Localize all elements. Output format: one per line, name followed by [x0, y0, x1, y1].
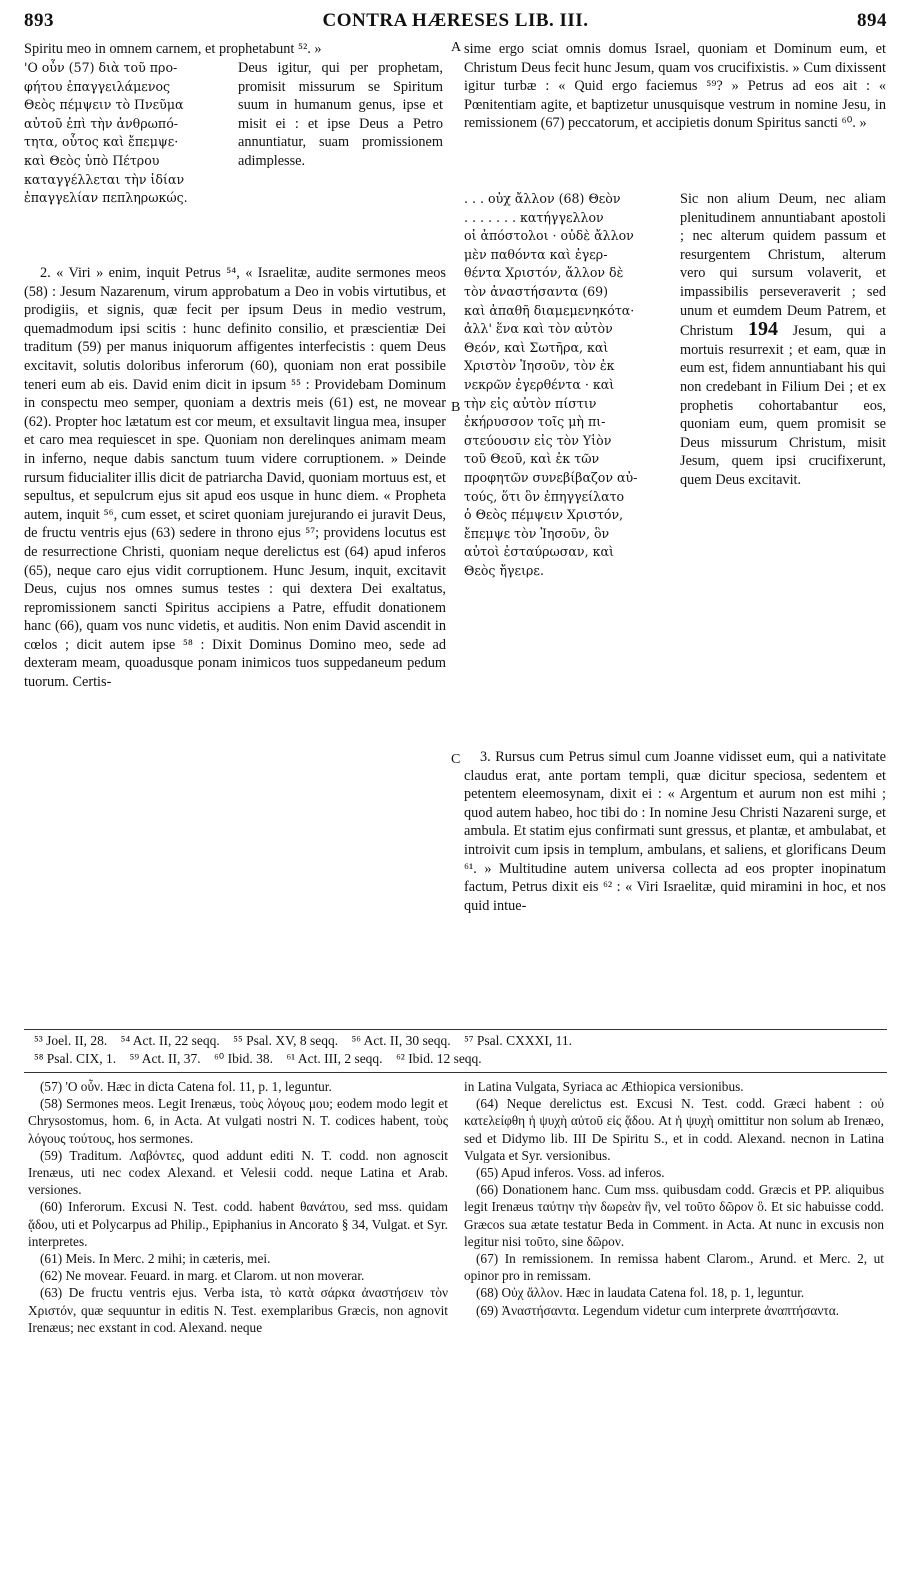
- greek-line: ἔπεμψε τὸν Ἰησοῦν, ὃν: [464, 525, 610, 541]
- greek-line: τὴν εἰς αὐτὸν πίστιν: [464, 395, 597, 411]
- note: (63) De fructu ventris ejus. Verba ista, τὸ κατὰ σάρκα ἀναστήσειν τὸν Χριστόν, quæ sequuntur in editis N. Test. exemplaribus Græcis, non agnovit Irenæus; nec exstant in cod. Alexand. neque: [28, 1285, 448, 1335]
- page-header: [24, 10, 887, 36]
- right-greek-block: [464, 190, 674, 580]
- greek-line: θέντα Χριστόν, ἄλλον δὲ: [464, 265, 624, 281]
- greek-line: Χριστὸν Ἰησοῦν, τὸν ἐκ: [464, 358, 615, 374]
- greek-line: . . . οὐχ ἄλλον (68) Θεὸν: [464, 191, 621, 206]
- greek-line: φήτου ἐπαγγειλάμενος: [24, 78, 171, 94]
- note: (67) In remissionem. In remissa habent Clarom., Arund. et Merc. 2, ut opinor pro in remissam.: [464, 1251, 884, 1284]
- greek-line: τητα, οὗτος καὶ ἔπεμψε·: [24, 134, 179, 150]
- note: (64) Neque derelictus est. Excusi N. Test. codd. Græci habent : οὐ κατελείφθη ἡ ψυχὴ αὐτοῦ εἰς ᾅδου. At ἡ ψυχὴ omittitur non solum ab Irenæo, sed et Didymo lib. III De Spiritu S., et in codd. Alexand. necnon in Latina Vulgata et Syr. versionibus.: [464, 1096, 884, 1163]
- left-top-line: Spiritu meo in omnem carnem, et prophetabunt ⁵². »: [24, 41, 322, 57]
- note: (57) 'Ο οὖν. Hæc in dicta Catena fol. 11, p. 1, leguntur.: [40, 1079, 332, 1094]
- ref: ⁵⁴ Act. II, 22 seqq.: [120, 1033, 220, 1048]
- footnote-rule: [24, 1029, 887, 1030]
- note: (68) Οὐχ ἄλλον. Hæc in laudata Catena fol. 18, p. 1, leguntur.: [476, 1285, 805, 1301]
- greek-line: αὐτοῦ ἐπὶ τὴν ἀνθρωπό-: [24, 115, 179, 131]
- greek-line: ἀλλ' ἕνα καὶ τὸν αὐτὸν: [464, 321, 613, 337]
- greek-line: 'Ο οὖν (57) διὰ τοῦ προ-: [24, 60, 178, 75]
- greek-line: ἐπαγγελίαν πεπληρωκώς.: [24, 190, 188, 206]
- right-main-text: 3. Rursus cum Petrus simul cum Joanne vidisset eum, qui a nativitate claudus erat, ante portam templi, quæ dicitur speciosa, sedentem et petentem eleemosynam, dixit ei : « Argentum et aurum non est mihi ; quod autem habeo, hoc tibi do : In nomine Jesu Christi Nazareni surge, et ambula. Et statim ejus confirmati sunt gressus, et plantæ, et ambulabat, et introivit cum ipsis in templum, ambulans, et saliens, et glorificans Deum ⁶¹. » Multitudine autem universa collecta ad eos propter inopinatum factum, Petrus dixit eis ⁶² : « Viri Israelitæ, quid miramini in hoc, et nos quid intue-: [464, 749, 886, 914]
- left-greek-block: [24, 59, 229, 208]
- page-number-left: 893: [24, 10, 54, 31]
- greek-line: ὁ Θεὸς πέμψειν Χριστόν,: [464, 507, 624, 523]
- greek-line: Θεόν, καὶ Σωτῆρα, καὶ: [464, 339, 609, 355]
- ref: ⁵³ Joel. II, 28.: [34, 1033, 108, 1048]
- left-main-text: 2. « Viri » enim, inquit Petrus ⁵⁴, « Israelitæ, audite sermones meos (58) : Jesum Nazarenum, virum approbatum a Deo in vobis virtutibus, et prodigiis, et signis, quæ fecit per ipsum Deus in medio vestrum, quemadmodum ipsi scitis : hunc definito consilio, et præscientiæ Dei traditum (59) per manus iniquorum affigentes interfecistis : quem Deus excitavit, solutis doloribus inferorum (60), quoniam non erat possibile teneri eum ab eis. David enim dicit in ipsum ⁵⁵ : Providebam Dominum in conspectu meo semper, quoniam a dextris meis (61) est, ne movear (62). Propter hoc lætatum est cor meum, et exsultavit lingua mea, insuper et caro mea requiescet in spe. Quoniam non derelinques animam meam in inferno, neque dabis sanctum tuum videre corruptionem. » Deinde rursum fiducialiter illis dicit de patriarcha David, quoniam mortuus est, et sepultus, et sepulcrum ejus sit apud eos usque in hunc diem. « Propheta autem, inquit ⁵⁶, cum esset, et sciret quoniam jurejurando ei juravit Deus, de fructu ventris ejus (63) sedere in throno ejus ⁵⁷; providens locutus est de resurrectione Christi, quoniam neque derelictus est (64) apud inferos (65), neque caro ejus vidit corruptionem. Hunc Jesum, inquit, excitavit Deus, cujus nos omnes sumus testes : qui dextera Dei exaltatus, repromissionem sancti Spiritus accipiens a Patre, effudit donationem hanc (66), quam vos nunc videtis, et auditis. Non enim David ascendit in cœlos ; dicit autem ipse ⁵⁸ : Dixit Dominus Domino meo, sede ad dexteram meam, quoadusque ponam inimicos tuos suppedaneum pedum tuorum. Certis-: [24, 265, 446, 691]
- right-top-text: sime ergo sciat omnis domus Israel, quoniam et Dominum eum, et Christum Deus fecit hunc Jesum, quam vos crucifixistis. » Cum dixissent igitur turbæ : « Quid ergo faciemus ⁵⁹? » Petrus ad eos ait : « Pœnitentiam agite, et baptizetur unusquisque vestrum in nomine Jesu, in remissionem (67) peccatorum, et accipietis donum Spiritus sancti ⁶⁰. »: [464, 41, 886, 132]
- note: (66) Donationem hanc. Cum mss. quibusdam codd. Græcis et PP. aliquibus legit Irenæus ταύτην τὴν δωρεὰν ἣν, vel τοῦτο δῶρον ὃ. Et sic habuisse codd. Græcos sua ætate testatur Beda in Comment. in Acta. At nunc in excusis non legitur nisi τοῦτο, sine δῶρον.: [464, 1182, 884, 1249]
- ref: ⁵⁸ Psal. CIX, 1.: [34, 1051, 117, 1066]
- notes-left: [28, 1078, 448, 1336]
- greek-line: . . . . . . . κατήγγελλον: [464, 209, 604, 225]
- greek-line: ἐκήρυσσον τοῖς μὴ πι-: [464, 414, 606, 430]
- marker-a: A: [451, 40, 462, 55]
- greek-line: Θεὸς πέμψειν τὸ Πνεῦμα: [24, 97, 184, 113]
- marker-b: B: [451, 400, 461, 415]
- ref: ⁵⁵ Psal. XV, 8 seqq.: [233, 1033, 339, 1048]
- ref: ⁵⁹ Act. II, 37.: [129, 1051, 201, 1066]
- scripture-references: [34, 1032, 883, 1068]
- greek-line: Θεὸς ἤγειρε.: [464, 562, 544, 578]
- ref: ⁵⁷ Psal. CXXXI, 11.: [464, 1033, 573, 1048]
- note: (58) Sermones meos. Legit Irenæus, τοὺς λόγους μου; eodem modo legit et Chrysostomus, hom. 6, in Acta. At vulgati nostri N. T. codices habent, τοὺς λόγους τούτους, hos sermones.: [28, 1096, 448, 1146]
- greek-line: νεκρῶν ἐγερθέντα · καὶ: [464, 376, 615, 392]
- note: (65) Apud inferos. Voss. ad inferos.: [476, 1165, 665, 1181]
- greek-line: καὶ ἀπαθῆ διαμεμενηκότα·: [464, 302, 635, 318]
- ref: ⁶² Ibid. 12 seqq.: [396, 1051, 482, 1066]
- greek-line: μὲν παθόντα καὶ ἐγερ-: [464, 246, 608, 262]
- ref: ⁶¹ Act. III, 2 seqq.: [286, 1051, 383, 1066]
- page-number-right: 894: [857, 10, 887, 31]
- latin-side-part-b: Jesum, qui a mortuis resurrexit ; et eam, quæ in eum est, fidem annuntiabant his qui non credebant in Filium Dei ; et ex prophetis cohortabantur eos, quoniam eum, quem promisit se Deus missurum Christum, misit Jesum, quem ipsi crucifixerunt, quem Deus excitavit.: [680, 323, 886, 488]
- greek-line: καταγγέλλεται τὴν ἰδίαν: [24, 171, 185, 187]
- ref: ⁶⁰ Ibid. 38.: [214, 1051, 273, 1066]
- edition-page-number: 194: [747, 318, 778, 341]
- note: (69) Ἀναστήσαντα. Legendum videtur cum interprete ἀναπτήσαντα.: [476, 1302, 840, 1318]
- note: (59) Traditum. Λαβόντες, quod addunt editi N. T. codd. non agnoscit Irenæus, uti nec codex Alexand. et Velesii codd. neque Latina et Arab. versiones.: [28, 1147, 448, 1198]
- greek-line: τοῦ Θεοῦ, καὶ ἐκ τῶν: [464, 451, 600, 467]
- greek-line: τὸν ἀναστήσαντα (69): [464, 283, 609, 299]
- greek-line: αὐτοὶ ἐσταύρωσαν, καὶ: [464, 544, 614, 560]
- note: (60) Inferorum. Excusi N. Test. codd. habent θανάτου, sed mss. quidam ᾅδου, uti et Polycarpus ad Philip., Epiphanius in Ancorato § 34, Vulgat. et Syr. interpretes.: [28, 1199, 448, 1249]
- greek-line: τούς, ὅτι ὃν ἐπηγγείλατο: [464, 488, 625, 504]
- running-title: CONTRA HÆRESES LIB. III.: [322, 10, 589, 31]
- left-latin-side: Deus igitur, qui per prophetam, promisit missurum se Spiritum suum in humanum genus, ipse et misit ei : et ipse Deus a Petro annuntiatur, suam promissionem adimplesse.: [238, 60, 443, 169]
- notes-right: [464, 1078, 884, 1319]
- ref: ⁵⁶ Act. II, 30 seqq.: [351, 1033, 451, 1048]
- notes-rule: [24, 1072, 887, 1073]
- right-latin-side: [680, 190, 886, 490]
- marker-c: C: [451, 752, 461, 767]
- note: in Latina Vulgata, Syriaca ac Æthiopica versionibus.: [464, 1079, 744, 1094]
- greek-line: οἱ ἀπόστολοι · οὐδὲ ἄλλον: [464, 228, 634, 244]
- note: (61) Meis. In Merc. 2 mihi; in cæteris, mei.: [40, 1251, 271, 1267]
- greek-line: καὶ Θεὸς ὑπὸ Πέτρου: [24, 152, 160, 168]
- note: (62) Ne movear. Feuard. in marg. et Clarom. ut non moverar.: [40, 1268, 365, 1284]
- greek-line: προφητῶν συνεβίβαζον αὐ-: [464, 469, 638, 485]
- latin-side-part-a: Sic non alium Deum, nec aliam plenitudinem annuntiabant apostoli ; nec alterum quidem passum et resurgentem Christum, alterum vero qui sursum volaverit, et impassibilis perseveraverit ; sed unum et eumdem Deum Patrem, et Christum: [680, 191, 886, 340]
- greek-line: στεύουσιν εἰς τὸν Υἱὸν: [464, 432, 612, 448]
